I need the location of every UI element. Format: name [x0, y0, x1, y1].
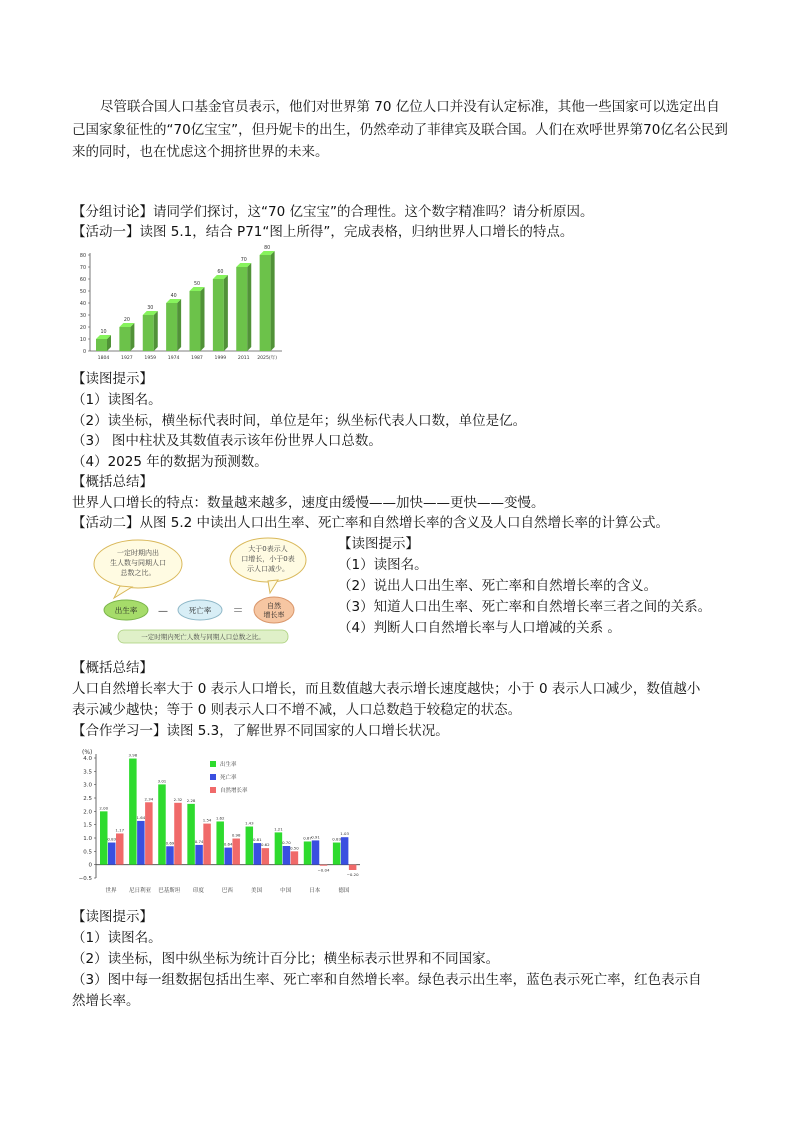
bar — [158, 784, 166, 864]
bar — [108, 843, 116, 865]
bar — [254, 843, 261, 865]
discussion-prompt: 【分组讨论】请同学们探讨，这“70 亿宝宝”的合理性。这个数字精准吗？请分析原因。 — [72, 204, 594, 220]
x-tick-label: 日本 — [309, 888, 321, 894]
bar — [119, 327, 130, 351]
bar — [166, 846, 174, 864]
bar-value-label: 0.98 — [231, 832, 241, 838]
bar — [213, 279, 224, 351]
activity2-hint-3: （3）知道人口出生率、死亡率和自然增长率三者之间的关系。 — [338, 599, 712, 615]
activity2-hint-1: （1）读图名。 — [338, 557, 428, 573]
y-tick-label: 80 — [79, 254, 86, 259]
activity1-hint-2: （2）读坐标，横坐标代表时间，单位是年；纵坐标代表人口数，单位是亿。 — [72, 413, 527, 429]
bar-value-label: 0.83 — [332, 836, 341, 842]
x-tick-label: 1804 — [97, 356, 110, 361]
y-tick-label: 2.0 — [83, 809, 92, 816]
bar-value-label: 1.54 — [202, 817, 212, 823]
bar — [166, 303, 177, 351]
bar-value-label: 0.83 — [107, 836, 117, 842]
activity1-hint-heading: 【读图提示】 — [72, 371, 153, 387]
activity1-hint-3: （3） 图中柱状及其数值表示该年份世界人口总数。 — [72, 433, 382, 449]
bar-side — [271, 251, 275, 351]
bar — [275, 832, 283, 864]
bar — [349, 865, 357, 870]
bar — [145, 802, 153, 864]
bar-value-label: 80 — [264, 246, 271, 251]
bar-value-label: 0.91 — [311, 834, 320, 840]
bar-value-label: 1.43 — [244, 820, 254, 826]
bar — [216, 821, 224, 864]
bar-value-label: 3.98 — [128, 752, 138, 758]
bubble-left-line-3: 总数之比。 — [120, 569, 156, 577]
bubble-left-tail — [114, 586, 132, 598]
bar — [260, 255, 271, 351]
bar-value-label: 0.64 — [223, 841, 233, 847]
bar — [232, 839, 240, 865]
bubble-right-line-1: 大于0表示人 — [248, 545, 288, 553]
y-tick-label: 10 — [79, 338, 86, 343]
bar-value-label: 2.34 — [144, 796, 154, 802]
y-axis-unit: (%) — [82, 749, 93, 756]
x-tick-label: 德国 — [338, 888, 350, 894]
bubble-right-line-2: 口增长，小于0表 — [241, 555, 295, 563]
bar-value-label: 2.28 — [186, 797, 196, 803]
y-tick-label: −0.5 — [78, 876, 92, 882]
bar-value-label: 1.21 — [274, 826, 283, 832]
x-tick-label: 2025(年) — [257, 356, 278, 361]
bar-value-label: 0.81 — [252, 837, 262, 843]
x-tick-label: 中国 — [280, 888, 292, 894]
bar — [320, 865, 328, 866]
x-tick-label: 1959 — [144, 356, 157, 361]
bar — [262, 848, 270, 865]
bar-value-label: 2.32 — [173, 796, 183, 802]
legend-label: 自然增长率 — [220, 788, 248, 794]
bar-value-label: 0.50 — [290, 845, 299, 851]
activity1-hint-4: （4）2025 年的数据为预测数。 — [72, 454, 268, 470]
bar-value-label: 0.74 — [194, 838, 204, 844]
activity1-hint-1: （1）读图名。 — [72, 392, 162, 408]
bar-value-label: 20 — [123, 318, 130, 323]
bar — [100, 811, 108, 864]
y-tick-label: 30 — [79, 314, 86, 319]
intro-paragraph: 尽管联合国人口基金官员表示，他们对世界第 70 亿位人口并没有认定标准，其他一些国家可以选定出自己国家象征性的“70亿宝宝”，但丹妮卡的出生，仍然牵动了菲律宾及联合国。人们在欢呼世界第70亿名公民到来的同时，也在忧虑这个拥挤世界的未来。 — [72, 99, 728, 160]
bar-side — [130, 323, 134, 351]
bubble-left-line-2: 生人数与同期人口 — [110, 559, 166, 567]
y-tick-label: 2.5 — [83, 796, 92, 802]
y-tick-label: 0 — [88, 862, 92, 869]
y-tick-label: 1.0 — [83, 836, 92, 842]
birth-rate-label: 出生率 — [114, 606, 138, 615]
bar-side — [154, 311, 158, 351]
bar-side — [201, 287, 205, 351]
y-tick-label: 1.5 — [83, 822, 92, 829]
x-tick-label: 巴基斯坦 — [158, 888, 181, 894]
activity2-title: 【活动二】从图 5.2 中读出人口出生率、死亡率和自然增长率的含义及人口自然增长率的计算公式。 — [72, 515, 670, 531]
bar — [137, 821, 145, 865]
natural-growth-label-2: 增长率 — [263, 611, 285, 619]
death-rate-label: 死亡率 — [188, 606, 212, 615]
y-tick-label: 0.5 — [83, 849, 92, 856]
bar — [291, 851, 299, 864]
y-tick-label: 70 — [79, 266, 86, 271]
bubble-right-tail — [268, 580, 278, 593]
bar — [283, 846, 291, 865]
bar-value-label: 10 — [100, 330, 107, 335]
y-tick-label: 0 — [82, 350, 86, 355]
activity1-title: 【活动一】读图 5.1，结合 P71“图上所得”，完成表格，归纳世界人口增长的特点。 — [72, 224, 574, 240]
equals-sign: ＝ — [232, 604, 244, 617]
natural-growth-oval — [254, 597, 294, 623]
bar-value-label: −0.20 — [346, 872, 359, 877]
x-tick-label: 1987 — [191, 356, 203, 361]
bar — [116, 833, 124, 864]
bar — [236, 267, 247, 351]
y-tick-label: 20 — [79, 326, 86, 331]
bar-value-label: 40 — [170, 294, 177, 299]
y-tick-label: 40 — [79, 302, 86, 307]
bar — [224, 848, 232, 865]
bar-value-label: 1.64 — [136, 814, 146, 820]
bar — [304, 841, 312, 864]
bar-side — [247, 263, 251, 351]
rate-relation-diagram — [90, 536, 310, 648]
bar-side — [177, 299, 181, 351]
bar — [174, 803, 182, 865]
bar-value-label: 60 — [217, 270, 224, 275]
bar — [246, 827, 254, 865]
bar-value-label: 0.70 — [282, 840, 291, 845]
x-tick-label: 1927 — [121, 356, 133, 361]
bubble-right-line-3: 示人口减少。 — [247, 565, 289, 573]
legend-swatch — [210, 787, 216, 793]
legend-label: 死亡率 — [220, 775, 237, 781]
bar-value-label: 50 — [193, 282, 201, 287]
x-tick-label: 1999 — [214, 356, 227, 361]
bar — [203, 824, 211, 865]
coop-title: 【合作学习一】读图 5.3，了解世界不同国家的人口增长状况。 — [72, 723, 449, 739]
bubble-left-line-1: 一定时期内出 — [117, 549, 159, 557]
x-tick-label: 世界 — [105, 888, 117, 894]
bar — [190, 291, 201, 351]
bar — [143, 315, 154, 351]
bar-value-label: −0.04 — [317, 867, 330, 873]
legend-label: 出生率 — [220, 762, 237, 768]
activity2-hint-heading: 【读图提示】 — [338, 536, 419, 552]
bar-value-label: 3.01 — [157, 778, 167, 784]
bar-side — [224, 275, 228, 351]
natural-growth-label-1: 自然 — [267, 602, 281, 610]
country-rates-bar-chart — [70, 744, 365, 900]
bar — [129, 759, 137, 865]
coop-hint-2: （2）读坐标，图中纵坐标为统计百分比；横坐标表示世界和不同国家。 — [72, 951, 500, 967]
y-tick-label: 3.0 — [83, 782, 92, 789]
bar-value-label: 0.62 — [260, 842, 270, 848]
x-tick-label: 美国 — [251, 888, 263, 894]
bar-value-label: 1.62 — [215, 815, 225, 821]
bar-value-label: 1.03 — [340, 831, 349, 837]
x-tick-label: 1974 — [167, 356, 180, 361]
bar-value-label: 0.87 — [303, 835, 312, 841]
bar-value-label: 1.17 — [115, 827, 125, 833]
death-rate-caption: 一定时期内死亡人数与同期人口总数之比。 — [141, 633, 265, 641]
bar — [333, 843, 341, 865]
bar — [187, 804, 195, 865]
coop-hint-3-line-1: （3）图中每一组数据包括出生率、死亡率和自然增长率。绿色表示出生率，蓝色表示死亡率，红色表示自 — [72, 972, 702, 988]
bar — [195, 845, 203, 865]
x-tick-label: 巴西 — [221, 888, 233, 894]
x-tick-label: 印度 — [192, 888, 204, 894]
y-tick-label: 3.5 — [83, 769, 92, 776]
activity1-summary: 世界人口增长的特点：数量越来越多，速度由缓慢——加快——更快——变慢。 — [72, 495, 545, 511]
bar-value-label: 70 — [240, 258, 247, 263]
activity2-hint-2: （2）说出人口出生率、死亡率和自然增长率的含义。 — [338, 578, 658, 594]
minus-sign: — — [158, 606, 168, 617]
bar-value-label: 30 — [147, 306, 154, 311]
legend-swatch — [210, 761, 216, 767]
coop-hint-3-line-2: 然增长率。 — [72, 993, 140, 1009]
y-tick-label: 50 — [79, 290, 86, 295]
bar — [96, 339, 107, 351]
bar — [312, 840, 320, 864]
x-tick-label: 2011 — [237, 356, 250, 361]
activity2-summary-heading: 【概括总结】 — [72, 660, 153, 676]
bar-value-label: 2.00 — [99, 805, 109, 811]
coop-hint-1: （1）读图名。 — [72, 930, 162, 946]
x-tick-label: 尼日利亚 — [129, 888, 152, 894]
y-tick-label: 4.0 — [83, 756, 92, 762]
world-population-bar-chart — [72, 243, 288, 367]
activity2-summary-line-1: 人口自然增长率大于 0 表示人口增长，而且数值越大表示增长速度越快；小于 0 表示人口减少，数值越小 — [72, 681, 701, 697]
coop-hint-heading: 【读图提示】 — [72, 909, 153, 925]
activity2-hint-4: （4）判断人口自然增长率与人口增减的关系 。 — [338, 620, 621, 636]
activity2-summary-line-2: 表示减少越快；等于 0 则表示人口不增不减，人口总数趋于较稳定的状态。 — [72, 702, 522, 718]
y-tick-label: 60 — [79, 278, 86, 283]
activity1-summary-heading: 【概括总结】 — [72, 474, 153, 490]
bar — [341, 837, 349, 864]
bar-value-label: 0.69 — [165, 840, 175, 846]
legend-swatch — [210, 774, 216, 780]
